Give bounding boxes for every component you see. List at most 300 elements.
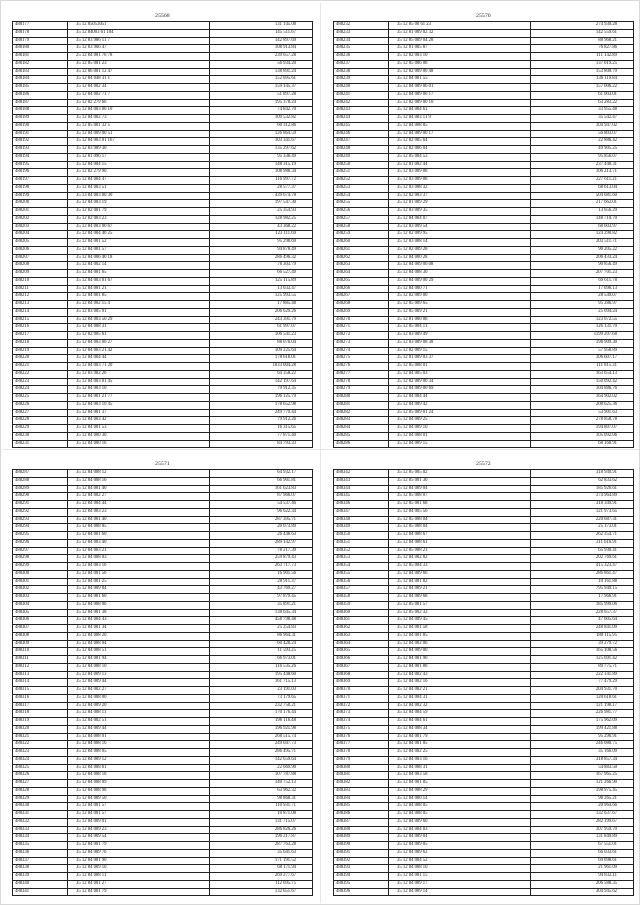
code-cell: 35 12 85053051 — [68, 22, 210, 30]
row-id-cell: 488269 — [334, 308, 389, 316]
amount-cell: 286 826.26 — [210, 826, 313, 834]
table-row — [13, 270, 313, 278]
table-row — [334, 586, 634, 594]
data-table — [333, 469, 634, 896]
row-id-cell: 488230 — [13, 432, 68, 440]
code-cell: 35 12 84 009 23 — [68, 826, 210, 834]
table-row — [13, 733, 313, 741]
row-id-cell: 488283 — [334, 417, 389, 425]
row-id-cell: 488198 — [13, 184, 68, 192]
code-cell: 35 12 84 001 21 — [68, 285, 210, 293]
amount-cell: 131 145.08 — [210, 22, 313, 30]
code-cell: 35 12 84 008 16 — [68, 741, 210, 749]
code-cell: 35 12 84 008 30 — [389, 270, 531, 278]
table-row — [334, 308, 634, 316]
table-row — [13, 277, 313, 285]
table-row — [13, 99, 313, 107]
table-row — [334, 76, 634, 84]
table-row — [334, 756, 634, 764]
amount-cell: 170 176.44 — [210, 710, 313, 718]
code-cell: 35 12 84 009 00 69 — [389, 386, 531, 394]
table-row — [334, 401, 634, 409]
amount-cell: 125 691.42 — [531, 656, 634, 664]
table-row — [13, 873, 313, 881]
row-id-cell: 488223 — [13, 378, 68, 386]
code-cell: 35 12 84 003 21 — [68, 547, 210, 555]
vertical-divider — [320, 3, 321, 903]
code-cell: 35 12 84 001 79 — [68, 888, 210, 896]
row-id-cell: 488375 — [334, 725, 389, 733]
table-row — [334, 888, 634, 896]
row-id-cell: 488350 — [334, 532, 389, 540]
table-row — [13, 671, 313, 679]
sheet-block — [12, 13, 313, 448]
amount-cell: 163 654.13 — [531, 370, 634, 378]
table-row — [13, 834, 313, 842]
amount-cell: 167 965.25 — [531, 772, 634, 780]
amount-cell: 196 116.48 — [210, 718, 313, 726]
amount-cell: 121 266.90 — [531, 780, 634, 788]
table-row — [13, 76, 313, 84]
amount-cell: 77 479.29 — [531, 679, 634, 687]
amount-cell: 278 858.78 — [531, 417, 634, 425]
code-cell: 35 12 83 009 08 38 — [389, 339, 531, 347]
table-row — [334, 417, 634, 425]
amount-cell: 164 902.02 — [531, 394, 634, 402]
table-row — [334, 432, 634, 440]
table-row — [334, 594, 634, 602]
code-cell: 35 12 84 001 58 — [389, 625, 531, 633]
table-row — [334, 169, 634, 177]
code-cell: 35 12 84 001 85 — [68, 293, 210, 301]
table-row — [334, 539, 634, 547]
amount-cell: 159 145.37 — [210, 84, 313, 92]
table-row — [334, 516, 634, 524]
row-id-cell: 488387 — [334, 818, 389, 826]
code-cell: 35 12 82 001 79 — [68, 208, 210, 216]
table-row — [13, 749, 313, 757]
amount-cell: 116 997.72 — [210, 177, 313, 185]
code-cell: 35 12 84 009 21 — [389, 586, 531, 594]
row-id-cell: 488233 — [334, 29, 389, 37]
row-id-cell: 488313 — [13, 671, 68, 679]
table-row — [334, 208, 634, 216]
code-cell: 35 12 84 009 17 — [389, 880, 531, 888]
row-id-cell: 488260 — [334, 239, 389, 247]
amount-cell: 98 265.21 — [531, 795, 634, 803]
table-row — [13, 153, 313, 161]
amount-cell: 220 687.31 — [531, 516, 634, 524]
amount-cell: 90 205.22 — [531, 246, 634, 254]
row-id-cell: 488211 — [13, 285, 68, 293]
row-id-cell: 488336 — [13, 849, 68, 857]
row-id-cell: 488279 — [334, 386, 389, 394]
row-id-cell: 488273 — [334, 339, 389, 347]
table-row — [334, 84, 634, 92]
code-cell: 35 12 84 003 10 — [68, 386, 210, 394]
code-cell: 35 12 85 001 32 5 — [68, 122, 210, 130]
amount-cell: 104 886.76 — [531, 386, 634, 394]
code-cell: 35 12 84 001 55 — [389, 76, 531, 84]
row-id-cell: 488325 — [13, 764, 68, 772]
table-row — [13, 702, 313, 710]
row-id-cell: 488354 — [334, 563, 389, 571]
table-row — [334, 277, 634, 285]
amount-cell: 286 496.32 — [210, 254, 313, 262]
row-id-cell: 488365 — [334, 648, 389, 656]
amount-cell: 47 605.64 — [531, 617, 634, 625]
table-row — [13, 130, 313, 138]
row-id-cell: 488361 — [334, 617, 389, 625]
table-row — [13, 37, 313, 45]
row-id-cell: 488362 — [334, 625, 389, 633]
amount-cell: 84 793.33 — [210, 440, 313, 448]
amount-cell: 17 966.91 — [531, 594, 634, 602]
table-row — [13, 756, 313, 764]
code-cell: 35 12 85 004 33 — [389, 563, 531, 571]
code-cell: 35 12 84 008 01 — [68, 733, 210, 741]
code-cell: 35 12 84 009 04 — [389, 485, 531, 493]
table-row — [13, 470, 313, 478]
amount-cell: 217 662.01 — [531, 200, 634, 208]
amount-cell: 206 588.35 — [531, 880, 634, 888]
amount-cell: 74 842.70 — [210, 107, 313, 115]
table-row — [13, 741, 313, 749]
table-row — [334, 741, 634, 749]
table-row — [334, 262, 634, 270]
table-row — [334, 834, 634, 842]
code-cell: 35 12 84 008 09 — [68, 780, 210, 788]
sheet-block — [12, 461, 313, 896]
amount-cell: 112 695.75 — [210, 880, 313, 888]
amount-cell: 138 891.24 — [210, 68, 313, 76]
amount-cell: 66 527.49 — [210, 270, 313, 278]
code-cell: 35 12 84 001 57 — [68, 246, 210, 254]
code-cell: 35 12 84 003 00 67 — [68, 223, 210, 231]
amount-cell: 180 115.95 — [531, 632, 634, 640]
table-row — [13, 648, 313, 656]
table-row — [13, 516, 313, 524]
amount-cell: 142 659.64 — [210, 756, 313, 764]
code-cell: 35 12 84 009 04 — [389, 834, 531, 842]
table-row — [13, 640, 313, 648]
code-cell: 35 12 84 001 88 — [389, 663, 531, 671]
row-id-cell: 488288 — [13, 477, 68, 485]
code-cell: 35 12 83 009 08 — [389, 169, 531, 177]
amount-cell: 239 657.28 — [210, 53, 313, 61]
amount-cell: 504 681.60 — [531, 192, 634, 200]
table-row — [13, 324, 313, 332]
row-id-cell: 488349 — [334, 524, 389, 532]
row-id-cell: 488202 — [13, 215, 68, 223]
amount-cell: 1199 207.68 — [531, 332, 634, 340]
code-cell: 35 12 84 001 60 — [68, 532, 210, 540]
code-cell: 35 12 84 008 31 — [389, 764, 531, 772]
amount-cell: 16 901.56 — [210, 570, 313, 578]
code-cell: 35 12 84 009 06 01 — [389, 84, 531, 92]
amount-cell: 132 637.67 — [531, 811, 634, 819]
table-row — [334, 733, 634, 741]
amount-cell: 109 532.82 — [210, 115, 313, 123]
code-cell: 35 12 85 008 04 — [389, 516, 531, 524]
table-row — [334, 632, 634, 640]
amount-cell: 89 775.71 — [531, 663, 634, 671]
row-id-cell: 488324 — [13, 756, 68, 764]
row-id-cell: 488246 — [334, 130, 389, 138]
amount-cell: 61 997.07 — [210, 324, 313, 332]
amount-cell: 98 868.31 — [210, 795, 313, 803]
table-row — [334, 493, 634, 501]
row-id-cell: 488287 — [13, 470, 68, 478]
code-cell: 35 12 84 004 44 — [68, 355, 210, 363]
amount-cell: 249 779.44 — [210, 409, 313, 417]
code-cell: 35 12 85 009 04 28 — [389, 37, 531, 45]
code-cell: 35 12 84 003 19 — [68, 200, 210, 208]
code-cell: 35 12 84 004 44 — [389, 394, 531, 402]
table-row — [13, 60, 313, 68]
row-id-cell: 488382 — [334, 780, 389, 788]
code-cell: 35 12 85 005 02 — [389, 470, 531, 478]
row-id-cell: 488244 — [334, 115, 389, 123]
row-id-cell: 488296 — [13, 539, 68, 547]
table-row — [13, 316, 313, 324]
amount-cell: 248 841.09 — [531, 625, 634, 633]
amount-cell: 20 964.66 — [531, 803, 634, 811]
row-id-cell: 488182 — [13, 60, 68, 68]
table-row — [13, 68, 313, 76]
table-row — [13, 725, 313, 733]
table-row — [13, 780, 313, 788]
row-id-cell: 488314 — [13, 679, 68, 687]
code-cell: 35 12 84 001 79 — [68, 842, 210, 850]
code-cell: 35 12 82 009 95 — [389, 231, 531, 239]
amount-cell: 289 142.97 — [210, 539, 313, 547]
amount-cell: 60 428.24 — [210, 640, 313, 648]
table-row — [334, 246, 634, 254]
amount-cell: 243 391.79 — [210, 316, 313, 324]
code-cell: 35 12 85 001 57 — [389, 601, 531, 609]
row-id-cell: 488280 — [334, 394, 389, 402]
code-cell: 35 12 84 003 10 45 — [68, 401, 210, 409]
amount-cell: 87 966.07 — [210, 493, 313, 501]
row-id-cell: 488241 — [334, 91, 389, 99]
code-cell: 35 12 84 003 51 — [68, 184, 210, 192]
row-id-cell: 488332 — [13, 818, 68, 826]
table-row — [13, 865, 313, 873]
table-row — [334, 609, 634, 617]
table-row — [334, 425, 634, 433]
amount-cell: 95 286.97 — [531, 301, 634, 309]
amount-cell: 207 701.23 — [531, 270, 634, 278]
table-row — [13, 849, 313, 857]
amount-cell: 286 861.47 — [531, 570, 634, 578]
table-row — [13, 378, 313, 386]
code-cell: 35 12 82 009 00 34 — [389, 378, 531, 386]
row-id-cell: 488235 — [334, 45, 389, 53]
code-cell: 35 12 84 004 44 — [68, 501, 210, 509]
table-row — [13, 254, 313, 262]
code-cell: 35 12 84 009 04 — [68, 586, 210, 594]
code-cell: 35 12 84 008 16 — [68, 477, 210, 485]
code-cell: 35 12 84 003 00 10 — [68, 107, 210, 115]
row-id-cell: 488318 — [13, 710, 68, 718]
table-row — [334, 223, 634, 231]
amount-cell: 65 930.41 — [531, 547, 634, 555]
row-id-cell: 488367 — [334, 663, 389, 671]
amount-cell: 142 559.61 — [531, 29, 634, 37]
row-id-cell: 488240 — [334, 84, 389, 92]
code-cell: 35 12 83 009 49 — [389, 332, 531, 340]
code-cell: 35 12 85 00 61 23 — [389, 22, 531, 30]
code-cell: 35 12 84 001 65 — [68, 270, 210, 278]
row-id-cell: 488281 — [334, 401, 389, 409]
amount-cell: 206 629.26 — [210, 308, 313, 316]
row-id-cell: 488346 — [334, 501, 389, 509]
row-id-cell: 488208 — [13, 262, 68, 270]
amount-cell: 211 616.91 — [531, 539, 634, 547]
amount-cell: 68 603.97 — [531, 223, 634, 231]
table-row — [334, 270, 634, 278]
amount-cell: 53 901.63 — [531, 409, 634, 417]
table-row — [13, 601, 313, 609]
table-row — [13, 625, 313, 633]
table-row — [13, 285, 313, 293]
sheet-block — [333, 461, 634, 896]
row-id-cell: 488212 — [13, 293, 68, 301]
code-cell: 35 12 85 009 65 — [389, 301, 531, 309]
row-id-cell: 488289 — [13, 485, 68, 493]
table-row — [334, 578, 634, 586]
row-id-cell: 488218 — [13, 339, 68, 347]
row-id-cell: 488205 — [13, 239, 68, 247]
code-cell: 35 12 84 001 27 — [68, 880, 210, 888]
amount-cell: 16 315.65 — [210, 425, 313, 433]
code-cell: 35 12 84 001 52 — [68, 239, 210, 247]
code-cell: 35 12 84 001 90 — [389, 656, 531, 664]
amount-cell: 148 710.70 — [531, 215, 634, 223]
table-row — [13, 293, 313, 301]
table-row — [13, 710, 313, 718]
row-id-cell: 488195 — [13, 161, 68, 169]
row-id-cell: 488231 — [13, 440, 68, 448]
amount-cell: 106 607.17 — [531, 355, 634, 363]
amount-cell: 128 982.25 — [210, 215, 313, 223]
table-row — [13, 440, 313, 448]
amount-cell: 458 798.48 — [210, 617, 313, 625]
table-row — [334, 161, 634, 169]
row-id-cell: 488267 — [334, 293, 389, 301]
code-cell: 35 12 84 001 60 — [68, 594, 210, 602]
code-cell: 35 12 84 008 03 — [68, 555, 210, 563]
row-id-cell: 488225 — [13, 394, 68, 402]
row-id-cell: 488234 — [334, 37, 389, 45]
code-cell: 35 12 83 982 26 — [68, 370, 210, 378]
table-row — [13, 223, 313, 231]
amount-cell: 57 958.89 — [531, 347, 634, 355]
row-id-cell: 488243 — [334, 107, 389, 115]
code-cell: 35 12 84 009 01 — [68, 818, 210, 826]
table-row — [334, 617, 634, 625]
code-cell: 35 12 84 000 16 — [68, 440, 210, 448]
row-id-cell: 488216 — [13, 324, 68, 332]
table-row — [13, 200, 313, 208]
table-row — [334, 725, 634, 733]
row-id-cell: 488237 — [334, 60, 389, 68]
table-row — [13, 161, 313, 169]
amount-cell: 185 926.61 — [531, 485, 634, 493]
row-id-cell: 488386 — [334, 811, 389, 819]
code-cell: 35 13 84 003 00 30 — [68, 192, 210, 200]
row-id-cell: 488337 — [13, 857, 68, 865]
amount-cell: 1033 004.28 — [210, 363, 313, 371]
amount-cell: 197 547.30 — [210, 200, 313, 208]
table-row — [13, 524, 313, 532]
amount-cell: 132 651.67 — [210, 888, 313, 896]
code-cell: 35 12 84 001 79 — [389, 733, 531, 741]
table-row — [13, 208, 313, 216]
code-cell: 35 12 84 009 50 — [68, 795, 210, 803]
amount-cell: 415 323.47 — [531, 563, 634, 571]
code-cell: 35 12 84 048 31 1 — [68, 76, 210, 84]
amount-cell: 10 161.88 — [531, 578, 634, 586]
code-cell: 35 12 84 009 44 — [68, 679, 210, 687]
amount-cell: 88 968.21 — [531, 37, 634, 45]
code-cell: 35 12 84 002 27 — [68, 687, 210, 695]
code-cell: 35 12 84 009 14 — [389, 888, 531, 896]
amount-cell: 25 173.01 — [531, 524, 634, 532]
table-row — [334, 795, 634, 803]
amount-cell: 77 871.40 — [210, 432, 313, 440]
amount-cell: 17 096.13 — [531, 285, 634, 293]
table-row — [13, 663, 313, 671]
amount-cell: 86 964.31 — [210, 632, 313, 640]
row-id-cell: 488310 — [13, 648, 68, 656]
amount-cell: 318 857.34 — [531, 756, 634, 764]
table-row — [334, 873, 634, 881]
code-cell: 35 12 85 006 08 — [389, 60, 531, 68]
code-cell: 35 12 84 008 05 — [389, 811, 531, 819]
table-row — [334, 99, 634, 107]
amount-cell: 66 901.81 — [210, 477, 313, 485]
sheet-title: 25568 — [155, 13, 170, 19]
row-id-cell: 488341 — [13, 888, 68, 896]
row-id-cell: 488339 — [13, 873, 68, 881]
code-cell: 35 12 85 008 07 — [389, 493, 531, 501]
table-row — [13, 146, 313, 154]
amount-cell: 282 199.67 — [531, 818, 634, 826]
row-id-cell: 488299 — [13, 563, 68, 571]
row-id-cell: 488293 — [13, 516, 68, 524]
code-cell: 35 12 84 009 00 29 — [389, 277, 531, 285]
table-row — [334, 718, 634, 726]
amount-cell: 73 179.65 — [210, 694, 313, 702]
code-cell: 35 12 82 003 10 — [389, 53, 531, 61]
row-id-cell: 488360 — [334, 609, 389, 617]
code-cell: 35 12 82 005 61 — [68, 332, 210, 340]
code-cell: 35 12 83 009 54 — [389, 223, 531, 231]
code-cell: 35 12 85 009 01 24 — [389, 409, 531, 417]
code-cell: 35 12 85 001 30 — [389, 477, 531, 485]
amount-cell: 35 166.09 — [531, 749, 634, 757]
row-id-cell: 488323 — [13, 749, 68, 757]
table-row — [334, 239, 634, 247]
table-row — [334, 138, 634, 146]
table-row — [334, 285, 634, 293]
table-row — [13, 192, 313, 200]
table-row — [334, 316, 634, 324]
table-row — [13, 417, 313, 425]
amount-cell: 196 921.98 — [210, 725, 313, 733]
